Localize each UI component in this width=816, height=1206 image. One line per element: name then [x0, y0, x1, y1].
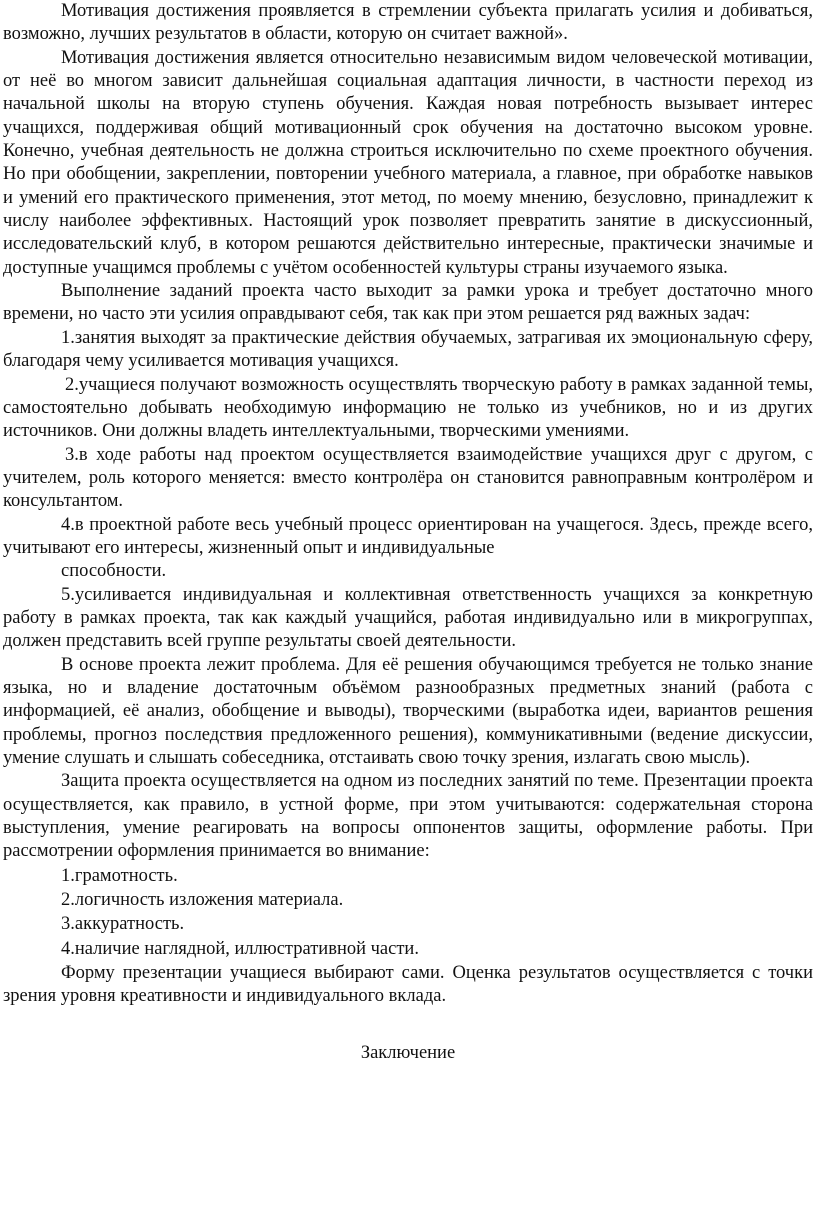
- list-item-criterion-4: 4.наличие наглядной, иллюстративной части.: [61, 938, 419, 959]
- paragraph-achievement-motivation: Мотивация достижения проявляется в стремлении субъекта прилагать усилия и добиваться, возможно, лучших результатов в области, которую он считает важной».: [3, 1, 813, 45]
- list-item-task-2: 2.учащиеся получают возможность осуществлять творческую работу в рамках заданной темы, самостоятельно добывать необходимую информацию не только из учебников, но и из других источников. Они должны владеть интеллектуальными, творческими умениями.: [3, 374, 813, 442]
- section-heading-conclusion: Заключение: [360, 1042, 456, 1063]
- list-item-criterion-2: 2.логичность изложения материала.: [61, 890, 344, 911]
- list-item-task-1: 1.занятия выходят за практические действия обучаемых, затрагивая их эмоциональную сферу, благодаря чему усиливается мотивация учащихся.: [3, 327, 813, 372]
- paragraph-project-problem: В основе проекта лежит проблема. Для её решения обучающимся требуется не только знание языка, но и владение достаточным объёмом разнообразных предметных знаний (работа с информацией, её анализ, обобщение и выводы), творческими (выработка идеи, вариантов решения проблемы, прогноз последствия предложенного решения), коммуникативными (ведение дискуссии, умение слушать и слышать собеседника, отстаивать свою точку зрения, излагать свою мысль).: [3, 654, 813, 768]
- list-item-task-3: 3.в ходе работы над проектом осуществляется взаимодействие учащихся друг с другом, с учителем, роль которого меняется: вместо контролёра он становится равноправным контролёром и консультантом.: [3, 444, 813, 512]
- paragraph-project-defense: Защита проекта осуществляется на одном из последних занятий по теме. Презентации проекта осуществляется, как правило, в устной форме, при этом учитываются: содержательная сторона выступления, умение реагировать на вопросы оппонентов защиты, оформление работы. При рассмотрении оформления принимается во внимание:: [3, 771, 813, 862]
- list-item-task-5: 5.усиливается индивидуальная и коллективная ответственность учащихся за конкретную работу в рамках проекта, так как каждый учащийся, работая индивидуально или в микрогруппах, должен представить всей группе результаты своей деятельности.: [3, 584, 813, 652]
- paragraph-motivation-independent: Мотивация достижения является относительно независимым видом человеческой мотивации, от неё во многом зависит дальнейшая социальная адаптация личности, в частности переход из начальной школы на вторую ступень обучения. Каждая новая потребность вызывает интерес учащихся, поддерживая общий мотивационный срок обучения на достаточно высоком уровне. Конечно, учебная деятельность не должна строиться исключительно по схеме проектного обучения. Но при обобщении, закреплении, повторении учебного материала, а главное, при обработке навыков и умений его практического применения, этот метод, по моему мнению, безусловно, принадлежит к числу наиболее эффективных. Настоящий урок позволяет превратить занятие в дискуссионный, исследовательский клуб, в котором решаются действительно интересные, практически значимые и доступные учащимся проблемы с учётом особенностей культуры страны изучаемого языка.: [3, 47, 813, 278]
- list-item-criterion-3: 3.аккуратность.: [61, 914, 185, 935]
- list-item-task-4-continuation: способности.: [61, 561, 167, 582]
- paragraph-presentation-form: Форму презентации учащиеся выбирают сами. Оценка результатов осуществляется с точки зрения уровня креативности и индивидуального вклада.: [3, 963, 813, 1007]
- list-item-criterion-1: 1.грамотность.: [61, 865, 178, 886]
- list-item-task-4: 4.в проектной работе весь учебный процесс ориентирован на учащегося. Здесь, прежде всего, учитывают его интересы, жизненный опыт и индивидуальные: [3, 514, 813, 558]
- paragraph-project-tasks-intro: Выполнение заданий проекта часто выходит за рамки урока и требует достаточно много времени, но часто эти усилия оправдывают себя, так как при этом решается ряд важных задач:: [3, 281, 813, 325]
